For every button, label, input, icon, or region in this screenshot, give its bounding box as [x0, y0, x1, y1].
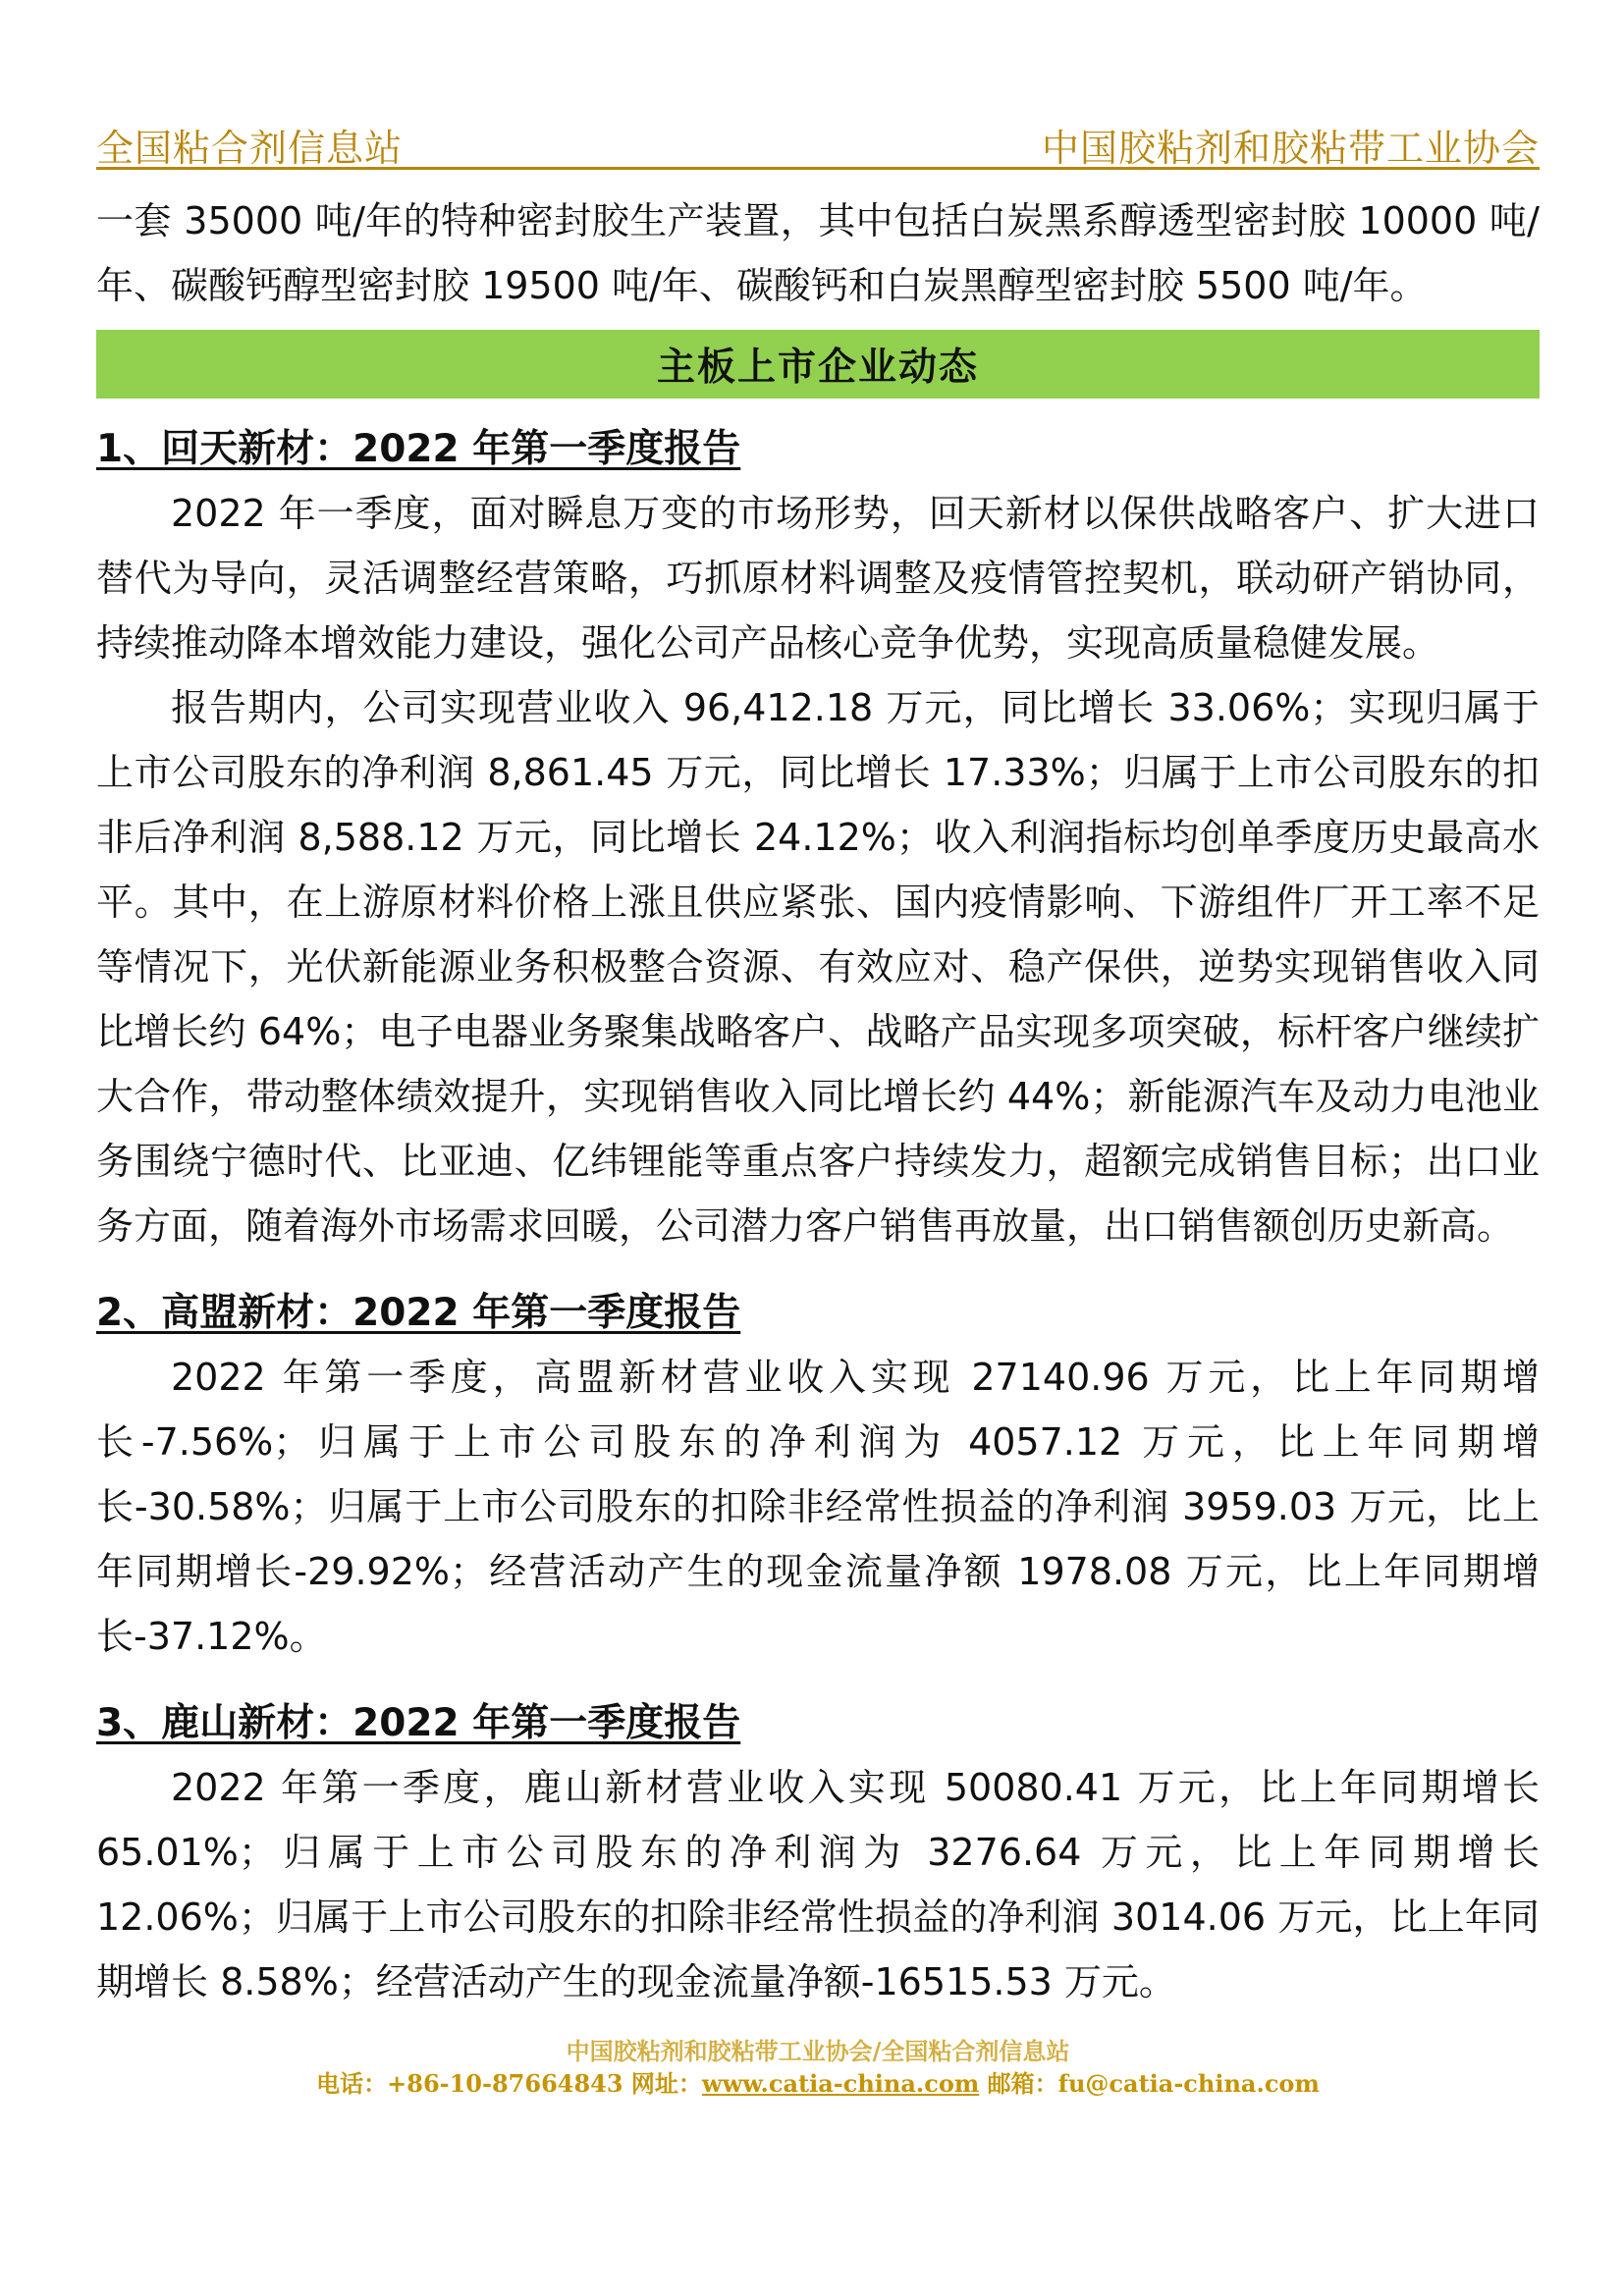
- header-site-name: 全国粘合剂信息站: [96, 127, 404, 170]
- section-3: [96, 1692, 1540, 2014]
- section-title: 3、鹿山新材：2022 年第一季度报告: [96, 1701, 741, 1745]
- section-paragraph: 报告期内，公司实现营业收入 96,412.18 万元，同比增长 33.06%；实现归属于上市公司股东的净利润 8,861.45 万元，同比增长 17.33%；归属于上市公司股东的扣非后净利润 8,588.12 万元，同比增长 24.12%；收入利润指标均创单季度历史最高水平。其中，在上游原材料价格上涨且供应紧张、国内疫情影响、下游组件厂开工率不足等情况下，光伏新能源业务积极整合资源、有效应对、稳产保供，逆势实现销售收入同比增长约 64%；电子电器业务聚集战略客户、战略产品实现多项突破，标杆客户继续扩大合作，带动整体绩效提升，实现销售收入同比增长约 44%；新能源汽车及动力电池业务围绕宁德时代、比亚迪、亿纬锂能等重点客户持续发力，超额完成销售目标；出口业务方面，随着海外市场需求回暖，公司潜力客户销售再放量，出口销售额创历史新高。: [96, 686, 1540, 1248]
- section-paragraph: 2022 年第一季度，高盟新材营业收入实现 27140.96 万元，比上年同期增长-7.56%；归属于上市公司股东的净利润为 4057.12 万元，比上年同期增长-30.58%；归属于上市公司股东的扣除非经常性损益的净利润 3959.03 万元，比上年同期增长-29.92%；经营活动产生的现金流量净额 1978.08 万元，比上年同期增长-37.12%。: [96, 1356, 1540, 1658]
- section-2: [96, 1282, 1540, 1669]
- intro-paragraph: 一套 35000 吨/年的特种密封胶生产装置，其中包括白炭黑系醇透型密封胶 10000 吨/年、碳酸钙醇型密封胶 19500 吨/年、碳酸钙和白炭黑醇型密封胶 5500 吨/年。: [96, 199, 1540, 307]
- section-title: 1、回天新材：2022 年第一季度报告: [96, 427, 741, 471]
- section-paragraph: 2022 年第一季度，鹿山新材营业收入实现 50080.41 万元，比上年同期增长 65.01%；归属于上市公司股东的净利润为 3276.64 万元，比上年同期增长 12.06%；归属于上市公司股东的扣除非经常性损益的净利润 3014.06 万元，比上年同期增长 8.58%；经营活动产生的现金流量净额-16515.53 万元。: [96, 1766, 1540, 2003]
- footer-email: 邮箱：fu@catia-china.com: [979, 2069, 1320, 2098]
- banner-title: 主板上市企业动态: [656, 346, 979, 390]
- header-association-name: 中国胶粘剂和胶粘带工业协会: [1041, 127, 1540, 170]
- document-body: [96, 188, 1540, 2014]
- section-title: 2、高盟新材：2022 年第一季度报告: [96, 1291, 741, 1335]
- footer-website-link[interactable]: www.catia-china.com: [701, 2069, 980, 2098]
- footer-organization: 中国胶粘剂和胶粘带工业协会/全国粘合剂信息站: [566, 2037, 1070, 2065]
- footer-phone: 电话：+86-10-87664843 网址：: [316, 2069, 702, 2098]
- header-divider: [96, 167, 1540, 170]
- footer-contact: [96, 2064, 1540, 2099]
- page-header: [96, 110, 1540, 169]
- section-1: [96, 418, 1540, 1258]
- section-banner: [96, 330, 1540, 399]
- section-paragraph: 2022 年一季度，面对瞬息万变的市场形势，回天新材以保供战略客户、扩大进口替代为导向，灵活调整经营策略，巧抓原材料调整及疫情管控契机，联动研产销协同，持续推动降本增效能力建设，强化公司产品核心竞争优势，实现高质量稳健发展。: [96, 492, 1540, 665]
